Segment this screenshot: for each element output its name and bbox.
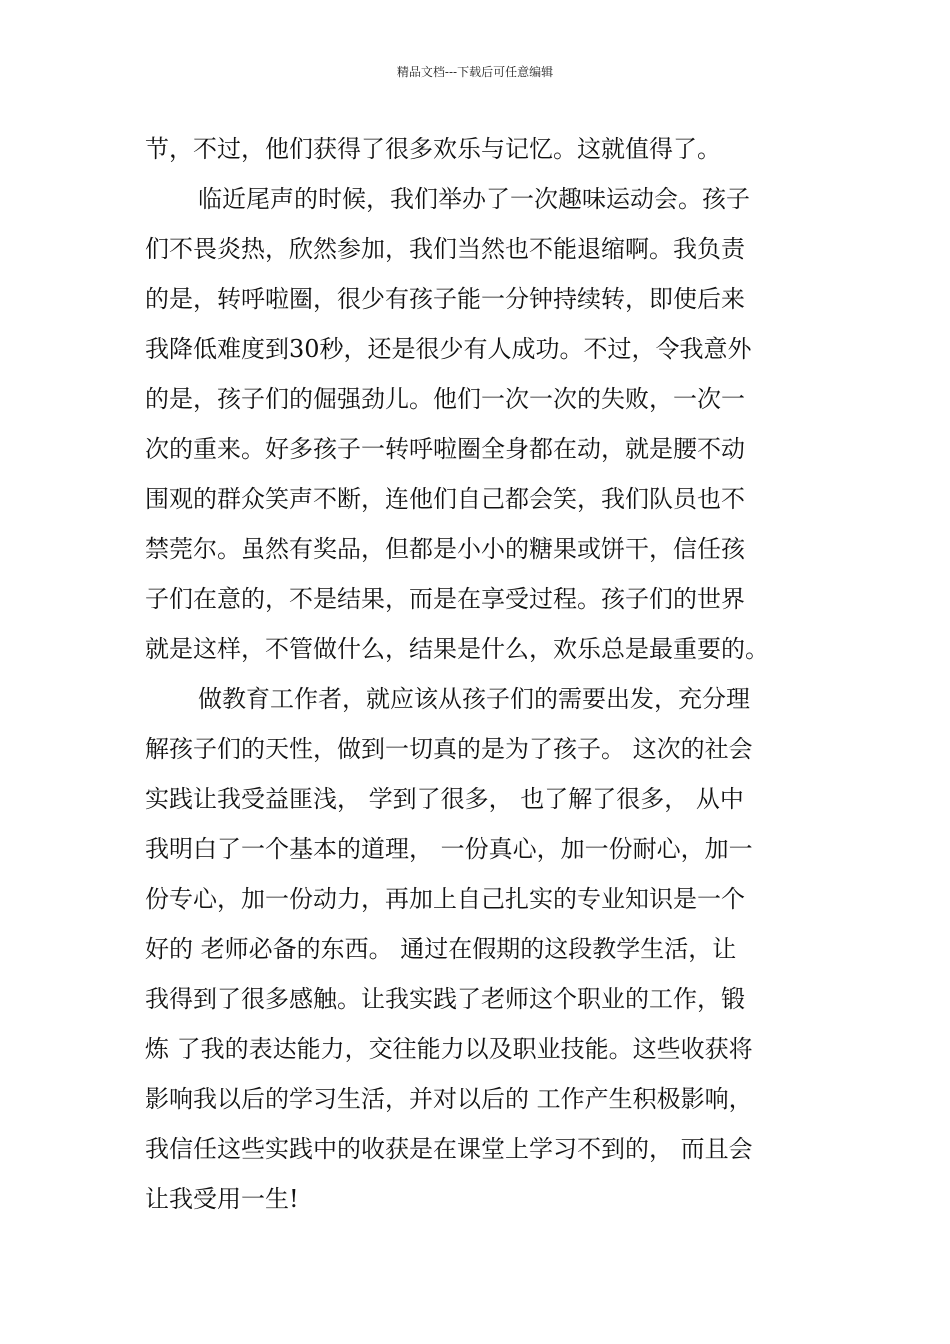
text-line: 影响我以后的学习生活，并对以后的 工作产生积极影响， <box>145 1085 753 1113</box>
text-line: 我得到了很多感触。让我实践了老师这个职业的工作，锻 <box>145 985 745 1013</box>
text-line: 禁莞尔。虽然有奖品，但都是小小的糖果或饼干，信任孩 <box>145 535 745 563</box>
text-line: 炼 了我的表达能力，交往能力以及职业技能。这些收获将 <box>145 1035 753 1063</box>
text-line: 们不畏炎热，欣然参加，我们当然也不能退缩啊。我负责 <box>145 235 745 263</box>
text-line: 做教育工作者，就应该从孩子们的需要出发，充分理 <box>198 685 750 713</box>
text-line: 围观的群众笑声不断，连他们自己都会笑，我们队员也不 <box>145 485 745 513</box>
text-line: 的是，转呼啦圈，很少有孩子能一分钟持续转，即使后来 <box>145 285 745 313</box>
text-line: 临近尾声的时候，我们举办了一次趣味运动会。孩子 <box>198 185 750 213</box>
text-line: 我降低难度到30秒，还是很少有人成功。不过，令我意外 <box>145 335 752 363</box>
text-line: 我明白了一个基本的道理， 一份真心，加一份耐心，加一 <box>145 835 753 863</box>
page-header: 精品文档---下载后可任意编辑 <box>396 65 554 79</box>
text-line: 实践让我受益匪浅， 学到了很多， 也了解了很多， 从中 <box>145 785 744 813</box>
text-line: 解孩子们的天性，做到一切真的是为了孩子。 这次的社会 <box>145 735 753 763</box>
text-line: 的是，孩子们的倔强劲儿。他们一次一次的失败，一次一 <box>145 385 745 413</box>
document-body <box>145 124 815 1224</box>
text-line: 份专心，加一份动力，再加上自己扎实的专业知识是一个 <box>145 885 745 913</box>
text-line: 次的重来。好多孩子一转呼啦圈全身都在动，就是腰不动 <box>145 435 745 463</box>
text-line: 子们在意的，不是结果，而是在享受过程。孩子们的世界 <box>145 585 745 613</box>
text-line: 让我受用一生! <box>145 1185 299 1213</box>
text-line: 好的 老师必备的东西。 通过在假期的这段教学生活，让 <box>145 935 737 963</box>
text-line: 就是这样，不管做什么，结果是什么，欢乐总是最重要的。 <box>145 635 769 663</box>
text-line: 我信任这些实践中的收获是在课堂上学习不到的， 而且会 <box>145 1135 753 1163</box>
text-line: 节，不过，他们获得了很多欢乐与记忆。这就值得了。 <box>145 135 721 163</box>
